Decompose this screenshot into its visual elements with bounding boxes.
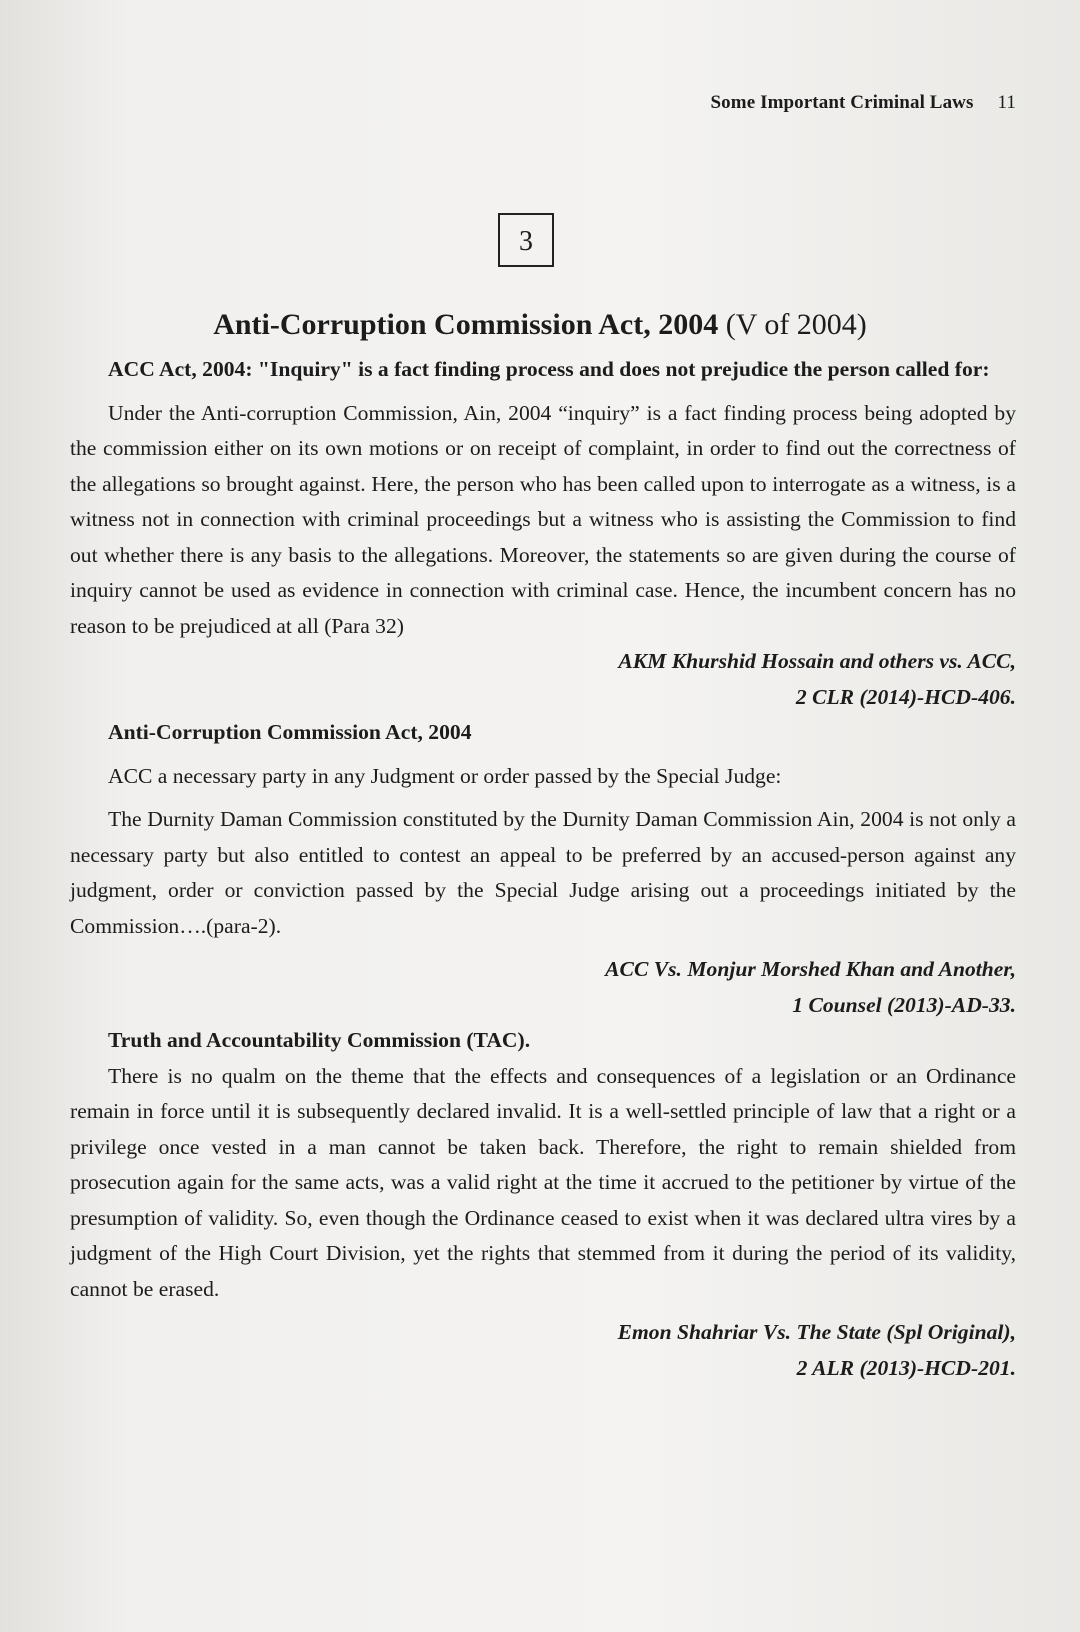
page-content — [70, 352, 1016, 1386]
case-citation-reference: 2 ALR (2013)-HCD-201. — [796, 1355, 1016, 1380]
case-citation-title: AKM Khurshid Hossain and others vs. ACC, — [618, 649, 1016, 673]
running-header — [711, 92, 1017, 114]
chapter-title-suffix: (V of 2004) — [725, 308, 867, 341]
chapter-number-box: 3 — [498, 213, 554, 267]
case-citation-reference: 2 CLR (2014)-HCD-406. — [795, 684, 1016, 709]
case-citation-title: Emon Shahriar Vs. The State (Spl Original), — [617, 1320, 1016, 1344]
chapter-title — [0, 308, 1080, 342]
section-heading: Anti-Corruption Commission Act, 2004 — [108, 720, 472, 744]
section-heading: ACC Act, 2004: "Inquiry" is a fact finding process and does not prejudice the person called for: — [108, 357, 990, 381]
chapter-title-main: Anti-Corruption Commission Act, 2004 — [213, 308, 719, 341]
running-title: Some Important Criminal Laws — [710, 92, 974, 113]
section-body: Under the Anti-corruption Commission, Ain, 2004 “inquiry” is a fact finding process being adopted by the commission either on its own motions or on receipt of complaint, in order to find out the correctness of the allegations so brought against. Here, the person who has been called upon to interrogate as a witness, is a witness not in connection with criminal proceedings but a witness who is assisting the Commission to find out whether there is any basis to the allegations. Moreover, the statements so are given during the course of inquiry cannot be used as evidence in connection with criminal case. Hence, the incumbent concern has no reason to be prejudiced at all (Para 32) — [70, 400, 1016, 638]
page-number: 11 — [997, 92, 1016, 113]
section-heading: Truth and Accountability Commission (TAC). — [108, 1028, 531, 1052]
section-body: There is no qualm on the theme that the effects and consequences of a legislation or an Ordinance remain in force until it is subsequently declared invalid. It is a well-settled principle of law that a right or a privilege once vested in a man cannot be taken back. Therefore, the right to remain shielded from prosecution again for the same acts, was a valid right at the time it accrued to the petitioner by virtue of the presumption of validity. So, even though the Ordinance ceased to exist when it was declared ultra vires by a judgment of the High Court Division, yet the rights that stemmed from it during the period of its validity, cannot be erased. — [70, 1063, 1016, 1301]
section-subheading: ACC a necessary party in any Judgment or order passed by the Special Judge: — [108, 763, 782, 788]
case-citation-title: ACC Vs. Monjur Morshed Khan and Another, — [605, 957, 1016, 981]
case-citation-reference: 1 Counsel (2013)-AD-33. — [792, 992, 1016, 1017]
section-body: The Durnity Daman Commission constituted by the Durnity Daman Commission Ain, 2004 is not only a necessary party but also entitled to contest an appeal to be preferred by an accused-person against any judgment, order or conviction passed by the Special Judge arising out a proceedings initiated by the Commission….(para-2). — [70, 807, 1016, 938]
